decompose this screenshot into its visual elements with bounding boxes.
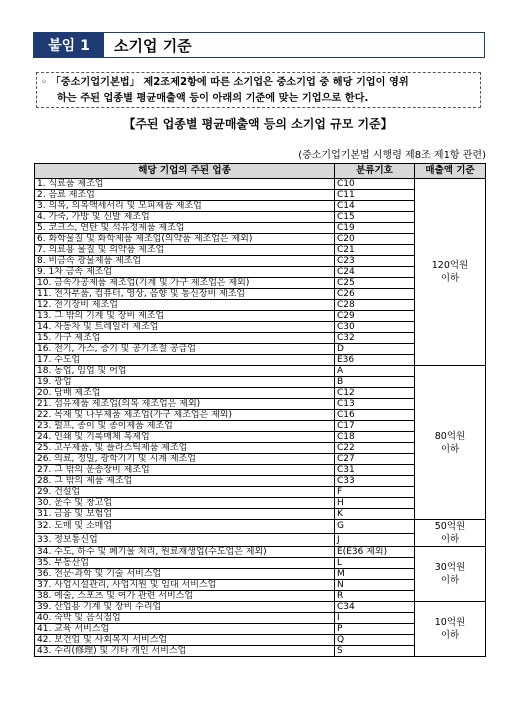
code-cell: J [335, 533, 415, 547]
code-cell: D [335, 344, 415, 355]
code-cell: C12 [335, 388, 415, 399]
legal-basis: (중소기업기본법 시행령 제8조 제1항 관련) [298, 150, 486, 161]
code-cell: B [335, 377, 415, 388]
revenue-qualifier: 이하 [440, 534, 460, 545]
code-cell: C29 [335, 311, 415, 322]
industry-cell: 38. 예술, 스포츠 및 여가 관련 서비스업 [35, 591, 335, 602]
definition-note [36, 72, 481, 108]
code-cell: L [335, 558, 415, 569]
industry-cell: 21. 섬유제품 제조업(의복 제조업은 제외) [35, 399, 335, 410]
code-cell: C14 [335, 201, 415, 212]
code-cell: C26 [335, 289, 415, 300]
revenue-amount: 80억원 [434, 430, 466, 442]
revenue-standard-cell [415, 366, 486, 520]
revenue-qualifier: 이하 [440, 630, 460, 641]
industry-cell: 41. 교육 서비스업 [35, 624, 335, 635]
revenue-standard-cell [415, 179, 486, 366]
code-cell: C24 [335, 267, 415, 278]
small-business-criteria-table [34, 163, 486, 657]
industry-cell: 20. 담배 제조업 [35, 388, 335, 399]
revenue-qualifier: 이하 [440, 575, 460, 586]
code-cell: C33 [335, 476, 415, 487]
code-cell: R [335, 591, 415, 602]
revenue-amount: 50억원 [434, 521, 466, 532]
column-header-code: 분류기호 [335, 164, 415, 179]
code-cell: C22 [335, 443, 415, 454]
code-cell: F [335, 487, 415, 498]
code-cell: C32 [335, 333, 415, 344]
industry-cell: 35. 부동산업 [35, 558, 335, 569]
revenue-qualifier: 이하 [440, 443, 460, 455]
appendix-header [33, 32, 485, 58]
table-title: 【주된 업종별 평균매출액 등의 소기업 규모 기준】 [123, 117, 393, 131]
code-cell: C34 [335, 602, 415, 613]
industry-cell: 16. 전기, 가스, 증기 및 공기조절 공급업 [35, 344, 335, 355]
industry-cell: 13. 그 밖의 기계 및 장비 제조업 [35, 311, 335, 322]
industry-cell: 22. 목재 및 나무제품 제조업(가구 제조업은 제외) [35, 410, 335, 421]
code-cell: A [335, 366, 415, 377]
industry-cell: 4. 가죽, 가방 및 신발 제조업 [35, 212, 335, 223]
industry-cell: 27. 그 밖의 운송장비 제조업 [35, 465, 335, 476]
table-header-row [35, 164, 486, 179]
code-cell: N [335, 580, 415, 591]
industry-cell: 5. 코크스, 연탄 및 석유정제품 제조업 [35, 223, 335, 234]
note-bullet: ◦ [41, 77, 48, 88]
industry-cell: 23. 펄프, 종이 및 종이제품 제조업 [35, 421, 335, 432]
industry-cell: 17. 수도업 [35, 355, 335, 366]
code-cell: E36 [335, 355, 415, 366]
revenue-amount: 10억원 [434, 617, 466, 628]
code-cell: C10 [335, 179, 415, 190]
column-header-industry: 해당 기업의 주된 업종 [35, 164, 335, 179]
appendix-tag: 붙임 1 [34, 33, 104, 57]
industry-cell: 10. 금속가공제품 제조업(기계 및 가구 제조업은 제외) [35, 278, 335, 289]
industry-cell: 30. 운수 및 창고업 [35, 498, 335, 509]
revenue-standard-cell [415, 520, 486, 547]
code-cell: P [335, 624, 415, 635]
code-cell: C27 [335, 454, 415, 465]
code-cell: M [335, 569, 415, 580]
code-cell: C16 [335, 410, 415, 421]
table-row [35, 602, 486, 613]
industry-cell: 26. 의료, 정밀, 광학기기 및 시계 제조업 [35, 454, 335, 465]
code-cell: C30 [335, 322, 415, 333]
table-row [35, 547, 486, 558]
code-cell: C17 [335, 421, 415, 432]
industry-cell: 40. 숙박 및 음식점업 [35, 613, 335, 624]
industry-cell: 8. 비금속 광물제품 제조업 [35, 256, 335, 267]
code-cell: C31 [335, 465, 415, 476]
table-row [35, 366, 486, 377]
column-header-revenue: 매출액 기준 [415, 164, 486, 179]
industry-cell: 24. 인쇄 및 기록매체 복제업 [35, 432, 335, 443]
industry-cell: 25. 고무제품, 및 플라스틱제품 제조업 [35, 443, 335, 454]
code-cell: H [335, 498, 415, 509]
industry-cell: 1. 식료품 제조업 [35, 179, 335, 190]
code-cell: C21 [335, 245, 415, 256]
code-cell: C15 [335, 212, 415, 223]
code-cell: C23 [335, 256, 415, 267]
code-cell: E(E36 제외) [335, 547, 415, 558]
industry-cell: 3. 의복, 의복액세서리 및 모피제품 제조업 [35, 201, 335, 212]
industry-cell: 15. 가구 제조업 [35, 333, 335, 344]
industry-cell: 33. 정보통신업 [35, 533, 335, 547]
code-cell: C18 [335, 432, 415, 443]
industry-cell: 12. 전기장비 제조업 [35, 300, 335, 311]
note-line-1: 「중소기업기본법」 제2조제2항에 따른 소기업은 중소기업 중 해당 기업이 영위 [50, 77, 409, 88]
industry-cell: 7. 의료용 물질 및 의약품 제조업 [35, 245, 335, 256]
revenue-amount: 30억원 [434, 562, 466, 573]
industry-cell: 29. 건설업 [35, 487, 335, 498]
code-cell: C19 [335, 223, 415, 234]
industry-cell: 9. 1차 금속 제조업 [35, 267, 335, 278]
industry-cell: 2. 음료 제조업 [35, 190, 335, 201]
table-row [35, 179, 486, 190]
industry-cell: 36. 전문·과학 및 기술 서비스업 [35, 569, 335, 580]
table-row [35, 520, 486, 534]
industry-cell: 31. 금융 및 보험업 [35, 509, 335, 520]
industry-cell: 39. 산업용 기계 및 장비 수리업 [35, 602, 335, 613]
industry-cell: 11. 전자부품, 컴퓨터, 영상, 음향 및 통신장비 제조업 [35, 289, 335, 300]
code-cell: C20 [335, 234, 415, 245]
code-cell: Q [335, 635, 415, 646]
industry-cell: 28. 그 밖의 제품 제조업 [35, 476, 335, 487]
revenue-amount: 120억원 [431, 260, 469, 271]
appendix-title: 소기업 기준 [114, 36, 192, 55]
industry-cell: 32. 도매 및 소매업 [35, 520, 335, 534]
industry-cell: 34. 수도, 하수 및 폐기물 처리, 원료재생업(수도업은 제외) [35, 547, 335, 558]
code-cell: I [335, 613, 415, 624]
code-cell: C28 [335, 300, 415, 311]
industry-cell: 18. 농업, 임업 및 어업 [35, 366, 335, 377]
code-cell: C25 [335, 278, 415, 289]
industry-cell: 14. 자동차 및 트레일러 제조업 [35, 322, 335, 333]
industry-cell: 37. 사업시설관리, 사업지원 및 임대 서비스업 [35, 580, 335, 591]
revenue-qualifier: 이하 [440, 273, 460, 284]
industry-cell: 19. 광업 [35, 377, 335, 388]
note-line-2: 하는 주된 업종별 평균매출액 등이 아래의 기준에 맞는 기업으로 한다. [57, 93, 369, 104]
industry-cell: 42. 보건업 및 사회복지 서비스업 [35, 635, 335, 646]
code-cell: C13 [335, 399, 415, 410]
code-cell: C11 [335, 190, 415, 201]
industry-cell: 43. 수리(修理) 및 기타 개인 서비스업 [35, 646, 335, 657]
industry-cell: 6. 화학물질 및 화학제품 제조업(의약품 제조업은 제외) [35, 234, 335, 245]
revenue-standard-cell [415, 602, 486, 657]
code-cell: S [335, 646, 415, 657]
revenue-standard-cell [415, 547, 486, 602]
code-cell: K [335, 509, 415, 520]
code-cell: G [335, 520, 415, 534]
